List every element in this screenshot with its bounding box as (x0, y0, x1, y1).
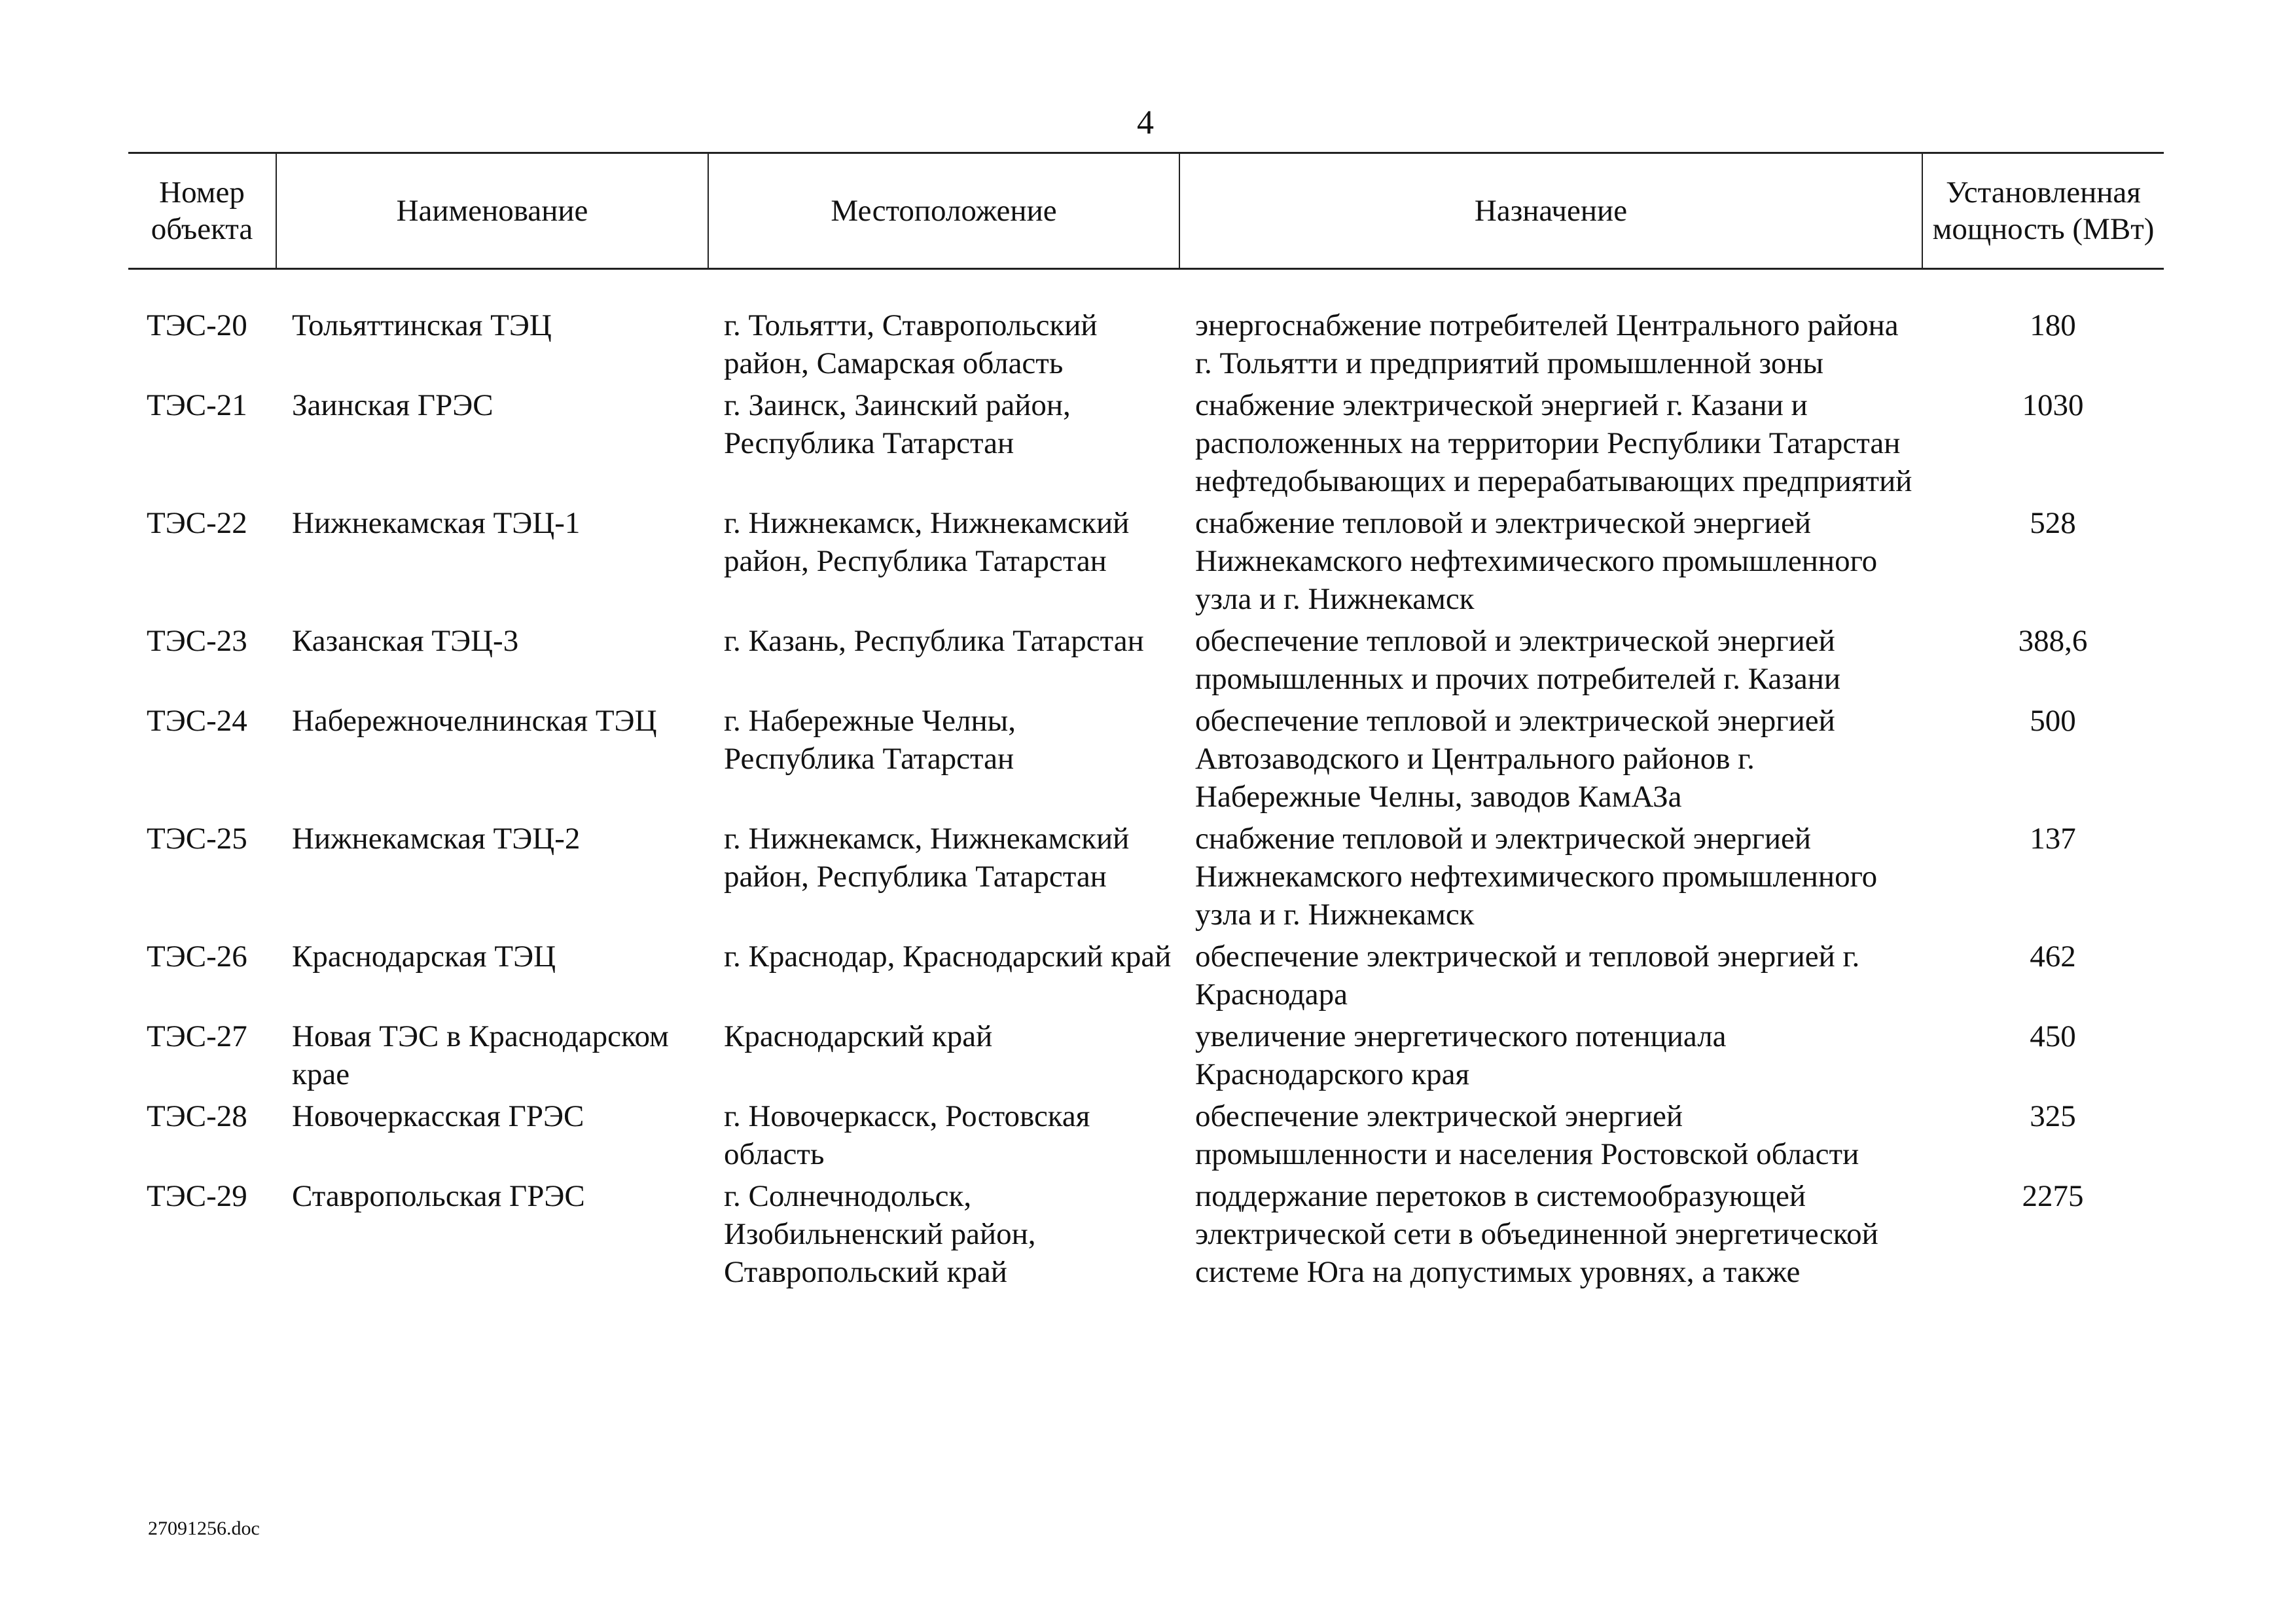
cell-capacity: 2275 (2022, 1179, 2084, 1213)
table-body (128, 269, 2164, 1296)
cell-location: г. Тольятти, Ставропольский район, Самарская область (724, 308, 1098, 380)
cell-capacity: 180 (2030, 308, 2076, 342)
table-row (128, 938, 2164, 1017)
cell-code: ТЭС-27 (147, 1019, 247, 1053)
cell-purpose: обеспечение электрической и тепловой энергией г. Краснодара (1195, 939, 1860, 1012)
cell-name: Нижнекамская ТЭЦ-1 (292, 506, 581, 540)
table-row (128, 306, 2164, 386)
cell-purpose: снабжение электрической энергией г. Казани и расположенных на территории Республики Татарстан нефтедобывающих и перерабатывающих предприятий (1195, 388, 1912, 498)
header-capacity: Установленная мощность (МВт) (1922, 153, 2164, 269)
table-row (128, 504, 2164, 622)
cell-location: г. Нижнекамск, Нижнекамский район, Республика Татарстан (724, 506, 1130, 578)
table-row (128, 702, 2164, 820)
cell-code: ТЭС-22 (147, 506, 247, 540)
table-row (128, 386, 2164, 504)
table-row (128, 622, 2164, 702)
table-row (128, 1017, 2164, 1097)
cell-code: ТЭС-21 (147, 388, 247, 422)
cell-location: Краснодарский край (724, 1019, 993, 1053)
cell-purpose: снабжение тепловой и электрической энергией Нижнекамского нефтехимического промышленного узла и г. Нижнекамск (1195, 822, 1878, 932)
cell-capacity: 462 (2030, 939, 2076, 974)
cell-purpose: увеличение энергетического потенциала Краснодарского края (1195, 1019, 1727, 1091)
cell-purpose: обеспечение тепловой и электрической энергией Автозаводского и Центрального районов г. Набережные Челны, заводов КамАЗа (1195, 704, 1835, 814)
cell-name: Краснодарская ТЭЦ (292, 939, 556, 974)
cell-capacity: 325 (2030, 1099, 2076, 1133)
document-id: 27091256.doc (148, 1518, 260, 1539)
table-row (128, 1177, 2164, 1295)
table-row (128, 820, 2164, 938)
cell-name: Заинская ГРЭС (292, 388, 493, 422)
cell-name: Тольяттинская ТЭЦ (292, 308, 552, 342)
cell-name: Нижнекамская ТЭЦ-2 (292, 822, 581, 856)
cell-location: г. Казань, Республика Татарстан (724, 624, 1144, 658)
cell-capacity: 137 (2030, 822, 2076, 856)
cell-location: г. Солнечнодольск, Изобильненский район, Ставропольский край (724, 1179, 1036, 1289)
cell-code: ТЭС-24 (147, 704, 247, 738)
cell-purpose: поддержание перетоков в системообразующей электрической сети в объединенной энергетической системе Юга на допустимых уровнях, а также (1195, 1179, 1878, 1289)
cell-capacity: 388,6 (2018, 624, 2088, 658)
cell-name: Новая ТЭС в Краснодарском крае (292, 1019, 669, 1091)
cell-code: ТЭС-29 (147, 1179, 247, 1213)
cell-location: г. Заинск, Заинский район, Республика Татарстан (724, 388, 1071, 460)
cell-code: ТЭС-25 (147, 822, 247, 856)
header-location: Местоположение (708, 153, 1179, 269)
page-number: 4 (1137, 104, 1154, 141)
cell-name: Казанская ТЭЦ-3 (292, 624, 519, 658)
header-number: Номер объекта (128, 153, 276, 269)
header-name: Наименование (276, 153, 708, 269)
cell-code: ТЭС-23 (147, 624, 247, 658)
cell-capacity: 450 (2030, 1019, 2076, 1053)
cell-name: Новочеркасская ГРЭС (292, 1099, 584, 1133)
cell-capacity: 1030 (2022, 388, 2084, 422)
cell-purpose: обеспечение тепловой и электрической энергией промышленных и прочих потребителей г. Казани (1195, 624, 1841, 696)
cell-purpose: энергоснабжение потребителей Центрального района г. Тольятти и предприятий промышленной зоны (1195, 308, 1899, 380)
cell-code: ТЭС-28 (147, 1099, 247, 1133)
cell-purpose: обеспечение электрической энергией промышленности и населения Ростовской области (1195, 1099, 1859, 1171)
cell-name: Набережночелнинская ТЭЦ (292, 704, 657, 738)
table-header (128, 153, 2164, 269)
cell-purpose: снабжение тепловой и электрической энергией Нижнекамского нефтехимического промышленного узла и г. Нижнекамск (1195, 506, 1878, 616)
cell-location: г. Новочеркасск, Ростовская область (724, 1099, 1090, 1171)
table-row (128, 1097, 2164, 1177)
cell-capacity: 528 (2030, 506, 2076, 540)
cell-location: г. Нижнекамск, Нижнекамский район, Республика Татарстан (724, 822, 1130, 894)
cell-location: г. Краснодар, Краснодарский край (724, 939, 1172, 974)
header-purpose: Назначение (1179, 153, 1922, 269)
cell-capacity: 500 (2030, 704, 2076, 738)
cell-location: г. Набережные Челны, Республика Татарстан (724, 704, 1016, 776)
cell-code: ТЭС-26 (147, 939, 247, 974)
cell-code: ТЭС-20 (147, 308, 247, 342)
cell-name: Ставропольская ГРЭС (292, 1179, 585, 1213)
power-plants-table (128, 152, 2164, 1295)
